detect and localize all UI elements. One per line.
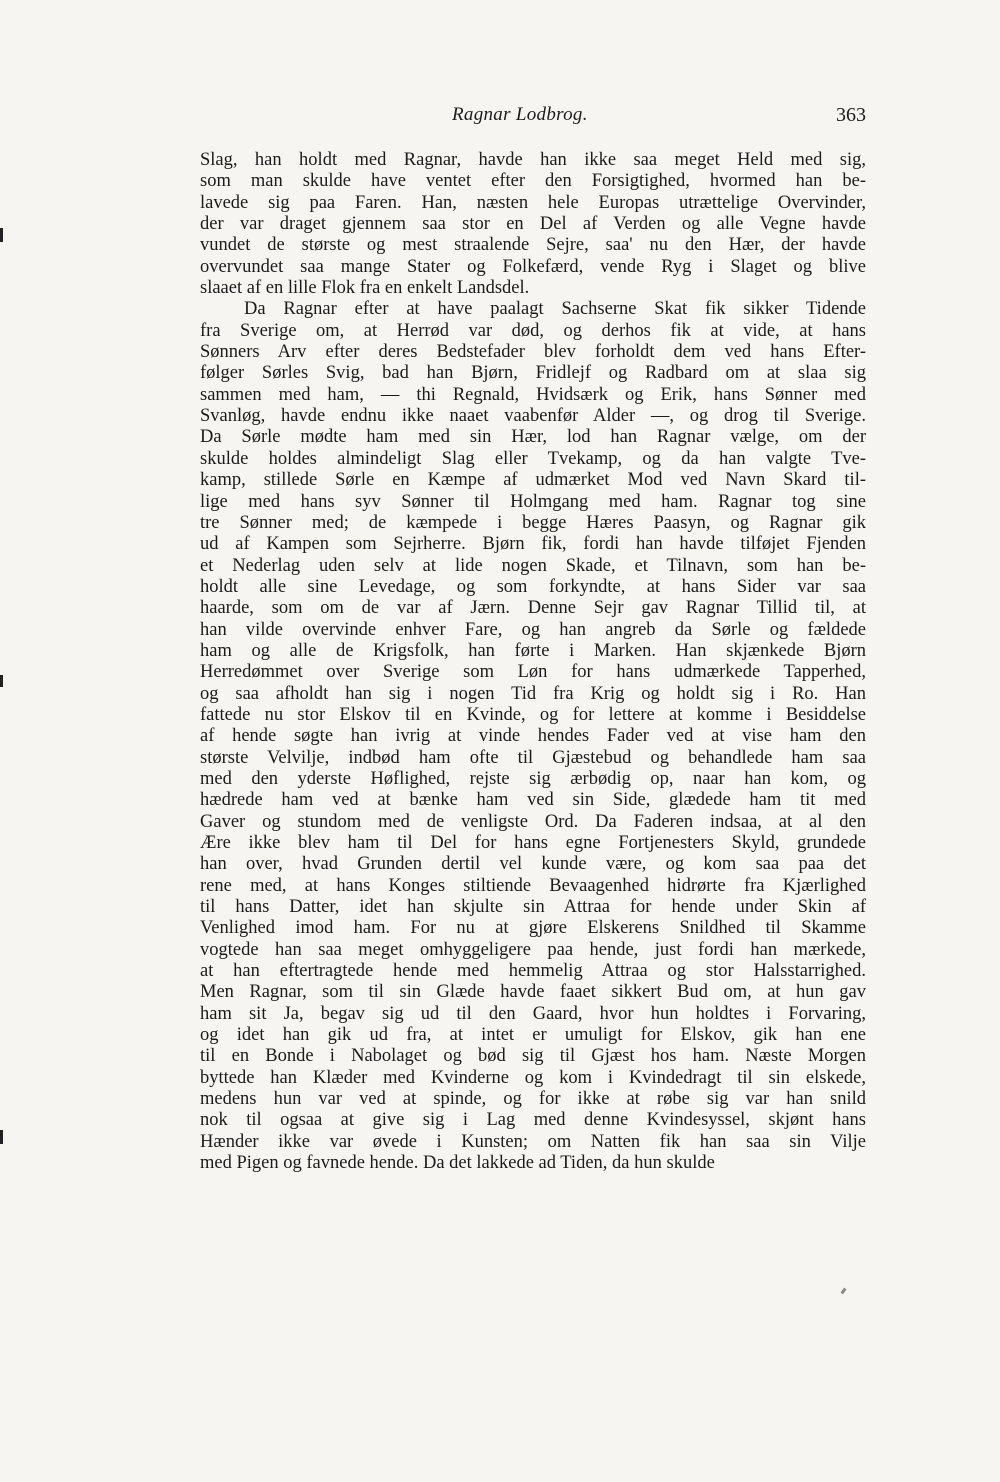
body-text bbox=[200, 150, 866, 1175]
paragraph bbox=[200, 150, 866, 299]
text-line: medens hun var ved at spinde, og for ikke at røbe sig var han snild bbox=[200, 1089, 866, 1110]
page-header bbox=[200, 100, 866, 130]
scan-edge-mark bbox=[0, 228, 3, 242]
text-line: ham sit Ja, begav sig ud til den Gaard, hvor hun holdtes i Forvaring, bbox=[200, 1003, 866, 1024]
page-number: 363 bbox=[836, 104, 866, 126]
text-line: holdt alle sine Levedage, og som forkyndte, at hans Sider var saa bbox=[200, 576, 866, 597]
text-line: til hans Datter, idet han skjulte sin Attraa for hende under Skin af bbox=[200, 897, 866, 918]
text-line: med den yderste Høflighed, rejste sig ærbødig op, naar han kom, og bbox=[200, 768, 866, 789]
text-line: lavede sig paa Faren. Han, næsten hele Europas utrættelige Overvinder, bbox=[200, 192, 866, 213]
text-line: rene med, at hans Konges stiltiende Bevaagenhed hidrørte fra Kjærlighed bbox=[200, 875, 866, 896]
text-line: tre Sønner med; de kæmpede i begge Hæres Paasyn, og Ragnar gik bbox=[200, 512, 866, 533]
text-line: til en Bonde i Nabolaget og bød sig til Gjæst hos ham. Næste Morgen bbox=[200, 1046, 866, 1067]
text-line: han over, hvad Grunden dertil vel kunde være, og kom saa paa det bbox=[200, 854, 866, 875]
text-line: Slag, han holdt med Ragnar, havde han ikke saa meget Held med sig, bbox=[200, 150, 866, 170]
text-line: sammen med ham, — thi Regnald, Hvidsærk og Erik, hans Sønner med bbox=[200, 384, 866, 405]
text-line: haarde, som om de var af Jærn. Denne Sejr gav Ragnar Tillid til, at bbox=[200, 598, 866, 619]
text-line: Venlighed imod ham. For nu at gjøre Elskerens Snildhed til Skamme bbox=[200, 918, 866, 939]
text-line: overvundet saa mange Stater og Folkefærd, vende Ryg i Slaget og blive bbox=[200, 256, 866, 277]
text-line: kamp, stillede Sørle en Kæmpe af udmærket Mod ved Navn Skard til- bbox=[200, 470, 866, 491]
text-line: og idet han gik ud fra, at intet er umuligt for Elskov, gik han ene bbox=[200, 1025, 866, 1046]
paragraph bbox=[200, 299, 866, 1174]
text-line: Gaver og stundom med de venligste Ord. Da Faderen indsaa, at al den bbox=[200, 811, 866, 832]
text-line: Men Ragnar, som til sin Glæde havde faaet sikkert Bud om, at hun gav bbox=[200, 982, 866, 1003]
text-line: største Velvilje, indbød ham ofte til Gjæstebud og behandlede ham saa bbox=[200, 747, 866, 768]
text-line: ham og alle de Krigsfolk, han førte i Marken. Han skjænkede Bjørn bbox=[200, 640, 866, 661]
text-line: som man skulde have ventet efter den Forsigtighed, hvormed han be- bbox=[200, 171, 866, 192]
text-line: fattede nu stor Elskov til en Kvinde, og for lettere at komme i Besiddelse bbox=[200, 704, 866, 725]
text-line: Da Sørle mødte ham med sin Hær, lod han Ragnar vælge, om der bbox=[200, 427, 866, 448]
scan-edge-mark bbox=[0, 675, 3, 687]
text-line: nok til ogsaa at give sig i Lag med denne Kvindesyssel, skjønt hans bbox=[200, 1110, 866, 1131]
text-line: med Pigen og favnede hende. Da det lakkede ad Tiden, da hun skulde bbox=[200, 1153, 715, 1174]
text-line: Sønners Arv efter deres Bedstefader blev forholdt dem ved hans Efter- bbox=[200, 342, 866, 363]
text-line: et Nederlag uden selv at lide nogen Skade, et Tilnavn, som han be- bbox=[200, 555, 866, 576]
text-line: Ære ikke blev ham til Del for hans egne Fortjenesters Skyld, grundede bbox=[200, 833, 866, 853]
text-line: slaaet af en lille Flok fra en enkelt Landsdel. bbox=[200, 278, 530, 299]
text-line: vundet de største og mest straalende Sejre, saa' nu den Hær, der havde bbox=[200, 235, 866, 256]
scan-edge-mark bbox=[0, 1130, 3, 1144]
text-line: vogtede han saa meget omhyggeligere paa hende, just fordi han mærkede, bbox=[200, 939, 866, 960]
text-line: Herredømmet over Sverige som Løn for hans udmærkede Tapperhed, bbox=[200, 662, 866, 683]
text-line: ud af Kampen som Sejrherre. Bjørn fik, fordi han havde tilføjet Fjenden bbox=[200, 534, 866, 555]
text-line: følger Sørles Svig, bad han Bjørn, Fridlejf og Radbard om at slaa sig bbox=[200, 363, 866, 384]
text-line: Da Ragnar efter at have paalagt Sachserne Skat fik sikker Tidende bbox=[244, 299, 866, 320]
scan-speck bbox=[841, 1288, 847, 1295]
text-line: at han eftertragtede hende med hemmelig Attraa og stor Halsstarrighed. bbox=[200, 961, 866, 982]
text-line: hædrede ham ved at bænke ham ved sin Side, glædede ham tit med bbox=[200, 790, 866, 811]
text-line: skulde holdes almindeligt Slag eller Tvekamp, og da han valgte Tve- bbox=[200, 448, 866, 469]
text-line: der var draget gjennem saa stor en Del af Verden og alle Vegne havde bbox=[200, 214, 866, 235]
text-line: lige med hans syv Sønner til Holmgang med ham. Ragnar tog sine bbox=[200, 491, 866, 512]
text-line: han vilde overvinde enhver Fare, og han angreb da Sørle og fældede bbox=[200, 619, 866, 640]
text-line: byttede han Klæder med Kvinderne og kom i Kvindedragt til sin elskede, bbox=[200, 1067, 866, 1088]
text-line: Hænder ikke var øvede i Kunsten; om Natten fik han saa sin Vilje bbox=[200, 1131, 866, 1152]
text-line: Svanløg, havde endnu ikke naaet vaabenfør Alder —, og drog til Sverige. bbox=[200, 406, 866, 427]
text-line: af hende søgte han ivrig at vinde hendes Fader ved at vise ham den bbox=[200, 726, 866, 747]
running-head: Ragnar Lodbrog. bbox=[452, 104, 588, 125]
text-line: fra Sverige om, at Herrød var død, og derhos fik at vide, at hans bbox=[200, 320, 866, 341]
text-line: og saa afholdt han sig i nogen Tid fra Krig og holdt sig i Ro. Han bbox=[200, 683, 866, 704]
